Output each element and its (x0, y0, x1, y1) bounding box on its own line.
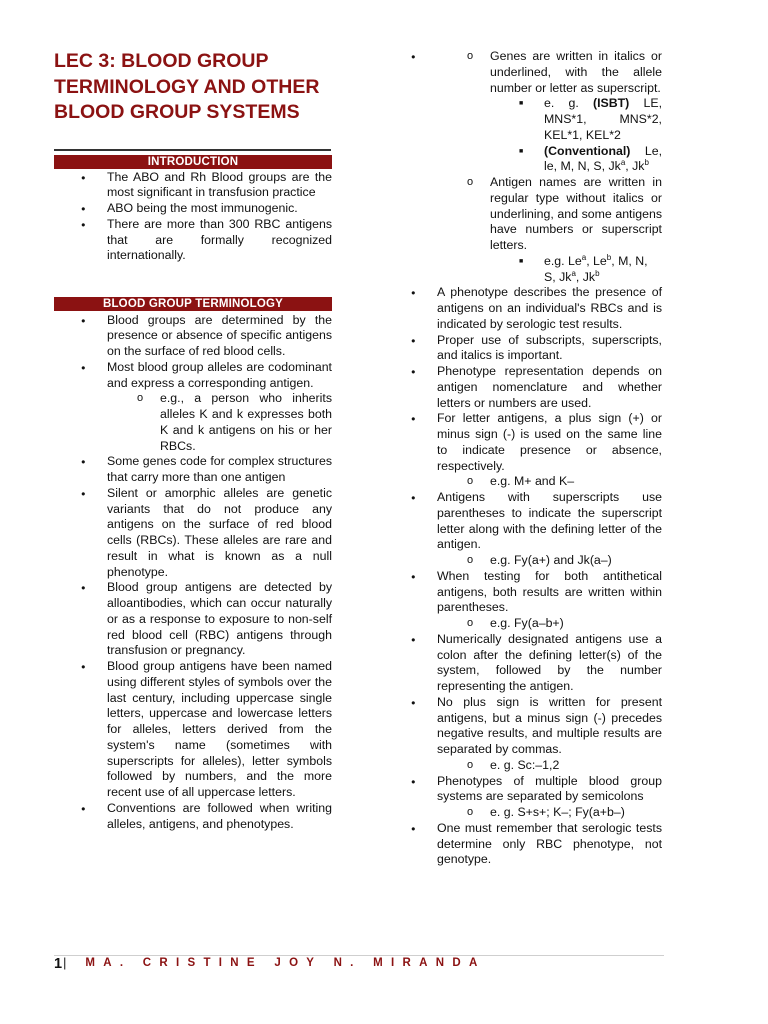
sub-list (437, 758, 662, 774)
list-item-text: Phenotypes of multiple blood group systems are separated by semicolons (437, 773, 662, 804)
title-underline (54, 149, 331, 151)
list-item: ● Numerically designated antigens use a colon after the defining letter(s) of the system, followed by the number representing the antigen. (437, 632, 662, 695)
list-item: ● ABO being the most immunogenic. (107, 201, 332, 217)
continuation-block (437, 49, 662, 285)
author-name: MA. CRISTINE JOY N. MIRANDA (85, 957, 486, 969)
sub-list-item: o e.g. M+ and K– (490, 474, 662, 490)
list-item: ● There are more than 300 RBC antigens that are formally recognized internationally. (107, 217, 332, 264)
superscript: a (620, 158, 626, 168)
list-item-text: No plus sign is written for present antigens, but a minus sign (-) precedes negative results, and multiple results are separated by commas. (437, 694, 662, 756)
example-text: , Jk (575, 269, 596, 284)
example-item (544, 96, 662, 143)
list-item: ● Some genes code for complex structures that carry more than one antigen (107, 454, 332, 486)
sub-list-item: o e.g. Fy(a+) and Jk(a–) (490, 553, 662, 569)
list-item (437, 774, 662, 821)
sub-list-item (490, 49, 662, 175)
list-item: ● Proper use of subscripts, superscripts, and italics is important. (437, 333, 662, 365)
sub-list (437, 616, 662, 632)
list-item-text: Most blood group alleles are codominant and express a corresponding antigen. (107, 359, 332, 390)
genes-examples (490, 96, 662, 175)
sub-list (437, 553, 662, 569)
right-column (410, 49, 662, 868)
list-item: ● Silent or amorphic alleles are genetic variants that do not produce any antigens on the surface of red blood cells (RBCs). These alleles are rare and result in what is known as a null phenotype. (107, 486, 332, 581)
left-column (54, 170, 332, 265)
example-item (544, 144, 662, 176)
list-item-text: When testing for both antithetical antigens, both results are written within parentheses. (437, 568, 662, 615)
sub-list (107, 391, 332, 454)
conventional-text: Le, le, M, N, S, Jk (544, 143, 662, 174)
sub-list-item: o e.g., a person who inherits alleles K and k expresses both K and k antigens on his or her RBCs. (160, 391, 332, 454)
terminology-heading: BLOOD GROUP TERMINOLOGY (54, 297, 332, 311)
conventional-text: , Jk (625, 159, 645, 174)
page-number: 1 (54, 956, 63, 972)
terminology-column (54, 313, 332, 833)
list-item-text: Antigens with superscripts use parentheses to indicate the superscript letter along with the defining letter of the antigen. (437, 490, 662, 552)
superscript: a (581, 252, 587, 262)
phenotype-list (410, 285, 662, 868)
right-list (410, 49, 662, 285)
example-text: , M, N, S, Jk (544, 253, 648, 284)
superscript: b (606, 252, 612, 262)
isbt-text: LE, MNS*1, MNS*2, KEL*1, KEL*2 (544, 96, 662, 142)
isbt-label: (ISBT) (592, 96, 630, 111)
sub-list-item: o e.g. Fy(a–b+) (490, 616, 662, 632)
page-footer (54, 955, 486, 975)
list-item: ● Phenotype representation depends on antigen nomenclature and whether letters or numbers are used. (437, 364, 662, 411)
list-item-text: For letter antigens, a plus sign (+) or minus sign (-) is used on the same line to indicate presence or absence, respectively. (437, 411, 662, 473)
antigen-examples (490, 254, 662, 286)
superscript: b (644, 158, 649, 168)
list-item (437, 411, 662, 490)
list-item: ● Conventions are followed when writing alleles, antigens, and phenotypes. (107, 801, 332, 833)
list-item: ● The ABO and Rh Blood groups are the most significant in transfusion practice (107, 170, 332, 202)
list-item: ● Blood group antigens are detected by alloantibodies, which can occur naturally or as a response to exposure to non-self red blood cell (RBC) antigens through transfusion or pregnancy. (107, 580, 332, 659)
example-text: , Le (586, 253, 607, 268)
list-item (437, 695, 662, 774)
superscript: a (571, 268, 576, 278)
list-item (437, 490, 662, 569)
list-item: ● One must remember that serologic tests determine only RBC phenotype, not genotype. (437, 821, 662, 868)
list-item (437, 569, 662, 632)
list-item: ● Blood groups are determined by the presence or absence of specific antigens on the surface of red blood cells. (107, 313, 332, 360)
sub-list (437, 805, 662, 821)
conventional-label: (Conventional) (544, 143, 631, 158)
list-item (107, 360, 332, 455)
list-item: ● A phenotype describes the presence of antigens on an individual's RBCs and is indicated by serologic test results. (437, 285, 662, 332)
sub-list-item (490, 175, 662, 285)
example-item (544, 254, 662, 286)
list-item: ● Blood group antigens have been named using different styles of symbols over the last century, including uppercase single letters, uppercase and lowercase letters for alleles, letters derived from the system's name (sometimes with superscripts for alleles), letter symbols followed by numbers, and the more recent use of all uppercase letters. (107, 659, 332, 801)
sub-list-item: o e. g. Sc:–1,2 (490, 758, 662, 774)
example-prefix: e. g. (544, 96, 593, 111)
lecture-title: LEC 3: BLOOD GROUP TERMINOLOGY AND OTHER BLOOD GROUP SYSTEMS (54, 50, 320, 123)
terminology-list (54, 313, 332, 833)
sub-list-item: o e. g. S+s+; K–; Fy(a+b–) (490, 805, 662, 821)
antigen-names-text: Antigen names are written in regular type without italics or underlining, and some antigens have numbers or superscript letters. (490, 175, 662, 252)
introduction-list (54, 170, 332, 265)
example-text: e.g. Le (544, 253, 582, 268)
footer-separator: | (63, 956, 67, 970)
conventions-sub-list (437, 49, 662, 285)
superscript: b (595, 268, 600, 278)
introduction-heading: INTRODUCTION (54, 155, 332, 169)
sub-list (437, 474, 662, 490)
genes-text: Genes are written in italics or underlined, with the allele number or letter as superscript. (490, 49, 662, 95)
